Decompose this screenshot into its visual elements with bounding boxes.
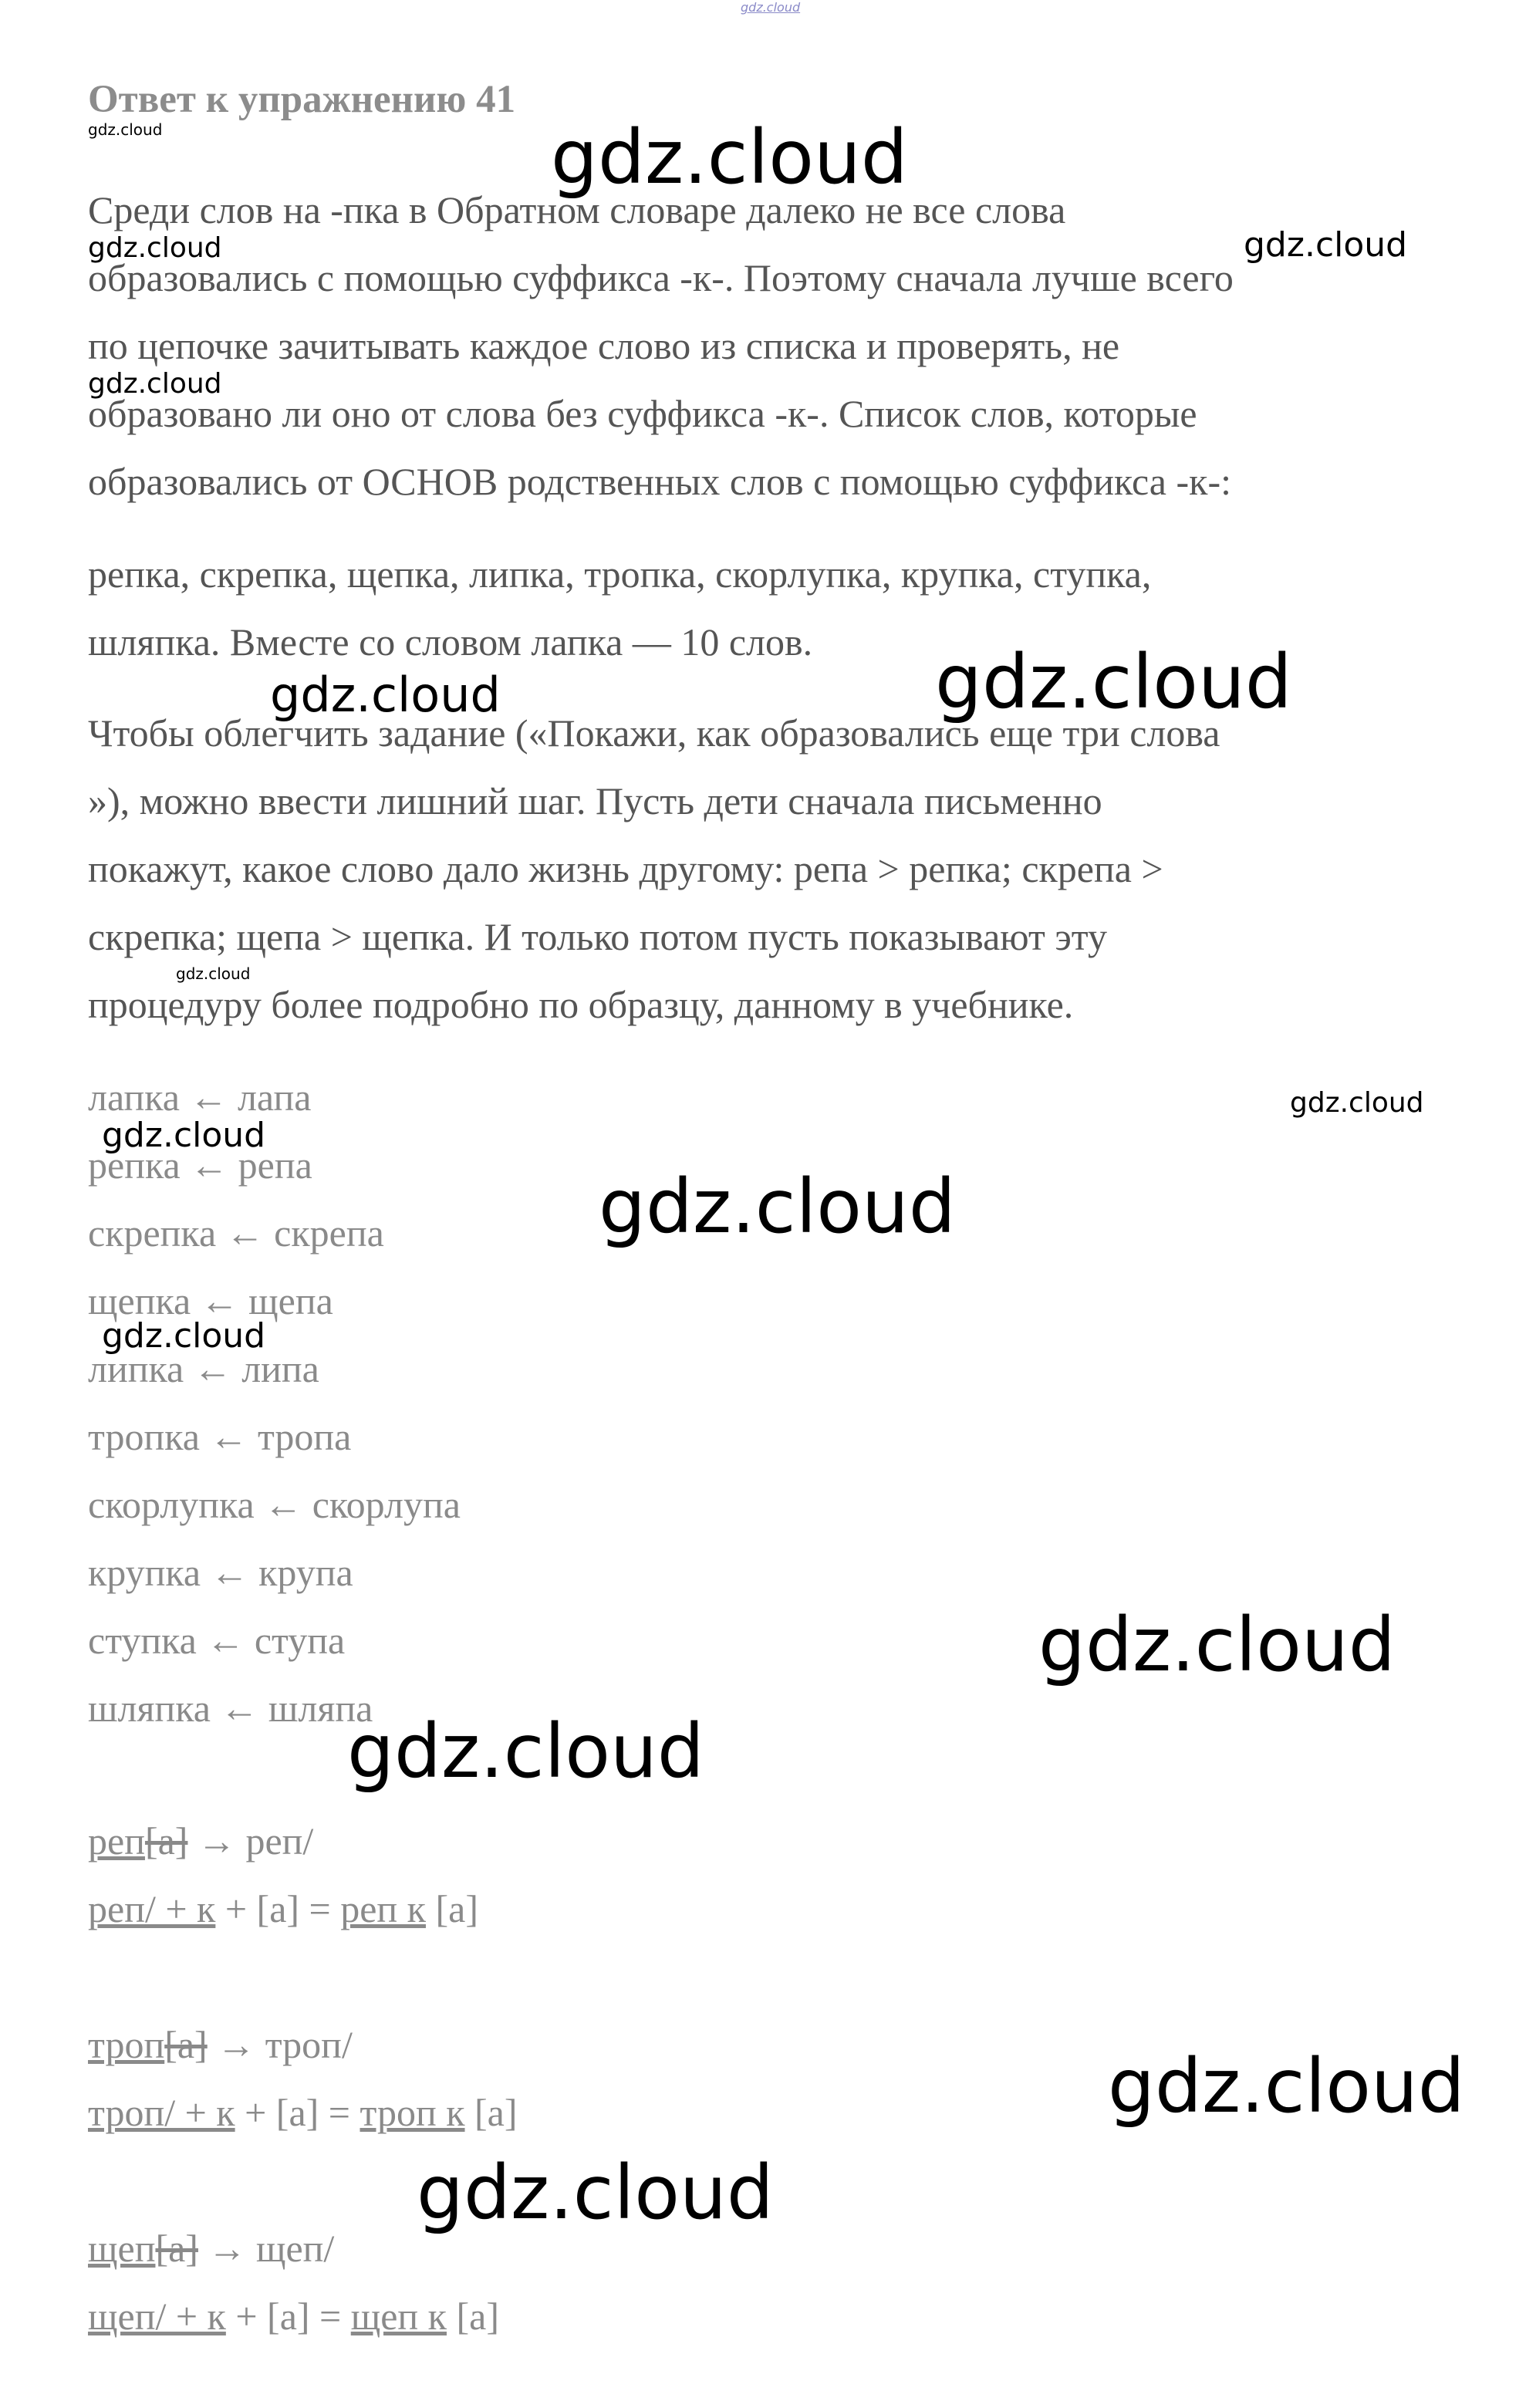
formula-mid: + [а] =: [215, 1887, 341, 1930]
list-item: репка ← репа: [88, 1143, 312, 1187]
stem-text: реп: [88, 1819, 145, 1863]
exercise-title: Ответ к упражнению 41: [88, 78, 516, 121]
derivation-formula: [88, 2079, 518, 2146]
derivation-formula: [88, 2282, 499, 2350]
formula-mid: + [а] =: [225, 2295, 351, 2338]
list-item: щепка ← щепа: [88, 1279, 333, 1322]
derivation-formula: [88, 1875, 478, 1943]
text-line: образовались от ОСНОВ родственных слов с помощью суффикса -к-:: [88, 460, 1231, 503]
struck-ending: [а]: [144, 1819, 188, 1863]
derivation-step: [88, 2011, 518, 2079]
text-line: Чтобы облегчить задание («Покажи, как образовались еще три слова: [88, 711, 1220, 755]
arrow-result: → щеп/: [197, 2227, 335, 2270]
formula-stem: троп/ + к: [88, 2091, 235, 2134]
list-item: ступка ← ступа: [88, 1619, 346, 1662]
text-line: »), можно ввести лишний шаг. Пусть дети сначала письменно: [88, 779, 1102, 822]
text-line: шляпка. Вместе со словом лапка — 10 слов.: [88, 620, 813, 664]
derivation-word-list: [88, 1063, 461, 1742]
derivation-block-repka: [88, 1807, 478, 1943]
list-item: скорлупка ← скорлупа: [88, 1483, 461, 1526]
list-item: тропка ← тропа: [88, 1415, 352, 1458]
arrow-result: → троп/: [207, 2023, 353, 2066]
stem-text: троп: [88, 2023, 165, 2066]
top-watermark-link[interactable]: gdz.cloud: [741, 0, 801, 15]
watermark-text: gdz.cloud: [88, 368, 222, 400]
formula-mid: + [а] =: [235, 2091, 360, 2134]
watermark-text: gdz.cloud: [102, 1316, 266, 1356]
stem-text: щеп: [88, 2227, 156, 2270]
list-item: шляпка ← шляпа: [88, 1687, 373, 1730]
watermark-text: gdz.cloud: [551, 114, 908, 201]
watermark-text: gdz.cloud: [176, 964, 251, 983]
list-item: липка ← липа: [88, 1347, 319, 1390]
formula-result: щеп к: [350, 2295, 447, 2338]
struck-ending: [а]: [164, 2023, 208, 2066]
watermark-text: gdz.cloud: [88, 120, 163, 139]
struck-ending: [а]: [155, 2227, 198, 2270]
text-line: процедуру более подробно по образцу, данному в учебнике.: [88, 983, 1074, 1026]
watermark-text: gdz.cloud: [270, 667, 501, 723]
watermark-text: gdz.cloud: [347, 1708, 704, 1795]
list-item: скрепка ← скрепа: [88, 1211, 384, 1255]
text-line: репка, скрепка, щепка, липка, тропка, скорлупка, крупка, ступка,: [88, 552, 1152, 596]
watermark-text: gdz.cloud: [1038, 1602, 1396, 1688]
watermark-text: gdz.cloud: [1108, 2043, 1465, 2129]
text-line: скрепка; щепа > щепка. И только потом пусть показывают эту: [88, 915, 1107, 958]
text-line: образовано ли оно от слова без суффикса -к-. Список слов, которые: [88, 392, 1197, 435]
watermark-text: gdz.cloud: [102, 1116, 266, 1155]
derivation-step: [88, 1807, 478, 1875]
text-line: по цепочке зачитывать каждое слово из списка и проверять, не: [88, 324, 1120, 367]
formula-end: [а]: [425, 1887, 478, 1930]
derivation-block-tropka: [88, 2011, 518, 2146]
list-item: крупка ← крупа: [88, 1551, 353, 1594]
watermark-text: gdz.cloud: [935, 639, 1292, 725]
list-item: лапка ← лапа: [88, 1076, 312, 1119]
formula-end: [а]: [464, 2091, 518, 2134]
watermark-text: gdz.cloud: [88, 232, 222, 264]
arrow-result: → реп/: [187, 1819, 314, 1863]
text-line: Среди слов на -пка в Обратном словаре далеко не все слова: [88, 188, 1066, 231]
watermark-text: gdz.cloud: [1290, 1087, 1424, 1119]
text-line: покажут, какое слово дало жизнь другому: репа > репка; скрепа >: [88, 847, 1163, 890]
formula-stem: реп/ + к: [88, 1887, 216, 1930]
paragraph-method: [88, 699, 1461, 1039]
watermark-text: gdz.cloud: [417, 2150, 774, 2236]
watermark-text: gdz.cloud: [599, 1163, 956, 1250]
formula-result: троп к: [360, 2091, 465, 2134]
watermark-text: gdz.cloud: [1244, 225, 1408, 265]
formula-end: [а]: [446, 2295, 499, 2338]
formula-result: реп к: [340, 1887, 426, 1930]
formula-stem: щеп/ + к: [88, 2295, 226, 2338]
text-line: образовались с помощью суффикса -к-. Поэтому сначала лучше всего: [88, 256, 1234, 299]
